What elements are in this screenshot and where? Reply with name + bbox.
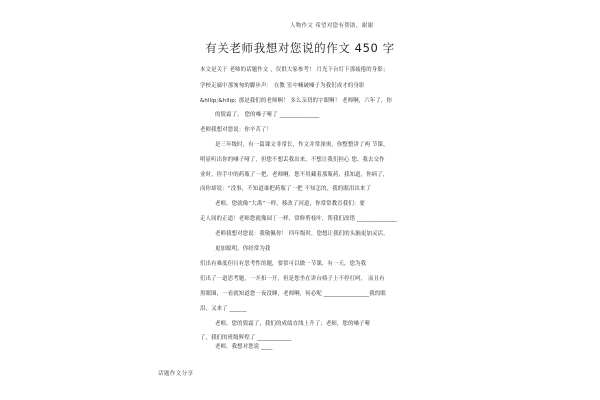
body-line: 老师，您就像“大禹”一样，移改了河道，你常常教育我们：要 bbox=[215, 201, 365, 207]
body-line: &hllip;&hllip; 那是我们的老师啊！ 多么亲切的字眼啊！ 老师啊，六年了，你 bbox=[200, 98, 392, 104]
footer-label: 话题作文分享 bbox=[158, 371, 194, 377]
header-note: 人物作文 希望对您有帮助，谢谢 bbox=[290, 23, 374, 29]
body-line: 黑眼圈，一看就知道您一夜没睡，老师啊，何必呢 ________________我的眼 bbox=[200, 291, 386, 297]
body-line: 了，我们的班级辉煌了 ____________ bbox=[200, 335, 292, 341]
body-line: 业时，你手中的药瓶了一把，老师啊，您不用藏着那瓶药，我知道，你病了， bbox=[200, 172, 389, 178]
body-line: 的鬓霜了， 您的嗓子哑了 ______________ bbox=[215, 112, 320, 118]
body-line: 泪，又来了 ______ bbox=[200, 306, 247, 312]
document-title: 有关老师我想对您说的作文 450 字 bbox=[205, 41, 395, 55]
body-line: 明显听出你的嗓子哑了，但您不想丢我出来，不想让我们担心 您，我去交作 bbox=[200, 157, 385, 163]
body-line: 更加聪明，你经常为我 bbox=[215, 246, 271, 252]
body-line: 们出了一道思考题，一开扣一开，但是您坐在讲台椅子上不停打呵， 而且有 bbox=[200, 276, 385, 282]
body-line: 走人间的正道！老师您就像园丁一样，常修剪枝叶，帮我们改错 ______________ bbox=[200, 216, 397, 222]
body-line: 老师我想对您说：我敬佩你！ 四年级时，您想让我们的头脑更加灵活， bbox=[215, 231, 389, 237]
body-line: 们出有难度但且有思考性的题，要常可以做一节课，有一天，您为我 bbox=[200, 261, 367, 267]
body-line: 而你却说：“没事，不知道谁把药瓶了一把 不知怎的，我的眼泪出来了 bbox=[200, 186, 372, 192]
body-line: 学校走廊中那匆匆的脚步声： 在教 室中喊破嗓子为我们成才的身影 bbox=[200, 83, 365, 89]
body-line: 是三年级时，有一篇课文非常长，作文并常深奥，你整整讲了两 节课， bbox=[215, 142, 389, 148]
body-line: 本文是关于 老师的话题作文 ，仅供大家参考！ 月光下台灯下那疲倦的身影； bbox=[200, 67, 389, 73]
body-line: 老师，您的鬓霜了，我们的成绩直线上升了；老师，您的嗓子哑 bbox=[215, 321, 371, 327]
body-line: 老师，我想对您说 ____ bbox=[215, 344, 273, 350]
body-line: 老师我想对您说：你辛苦了！ bbox=[200, 127, 273, 133]
